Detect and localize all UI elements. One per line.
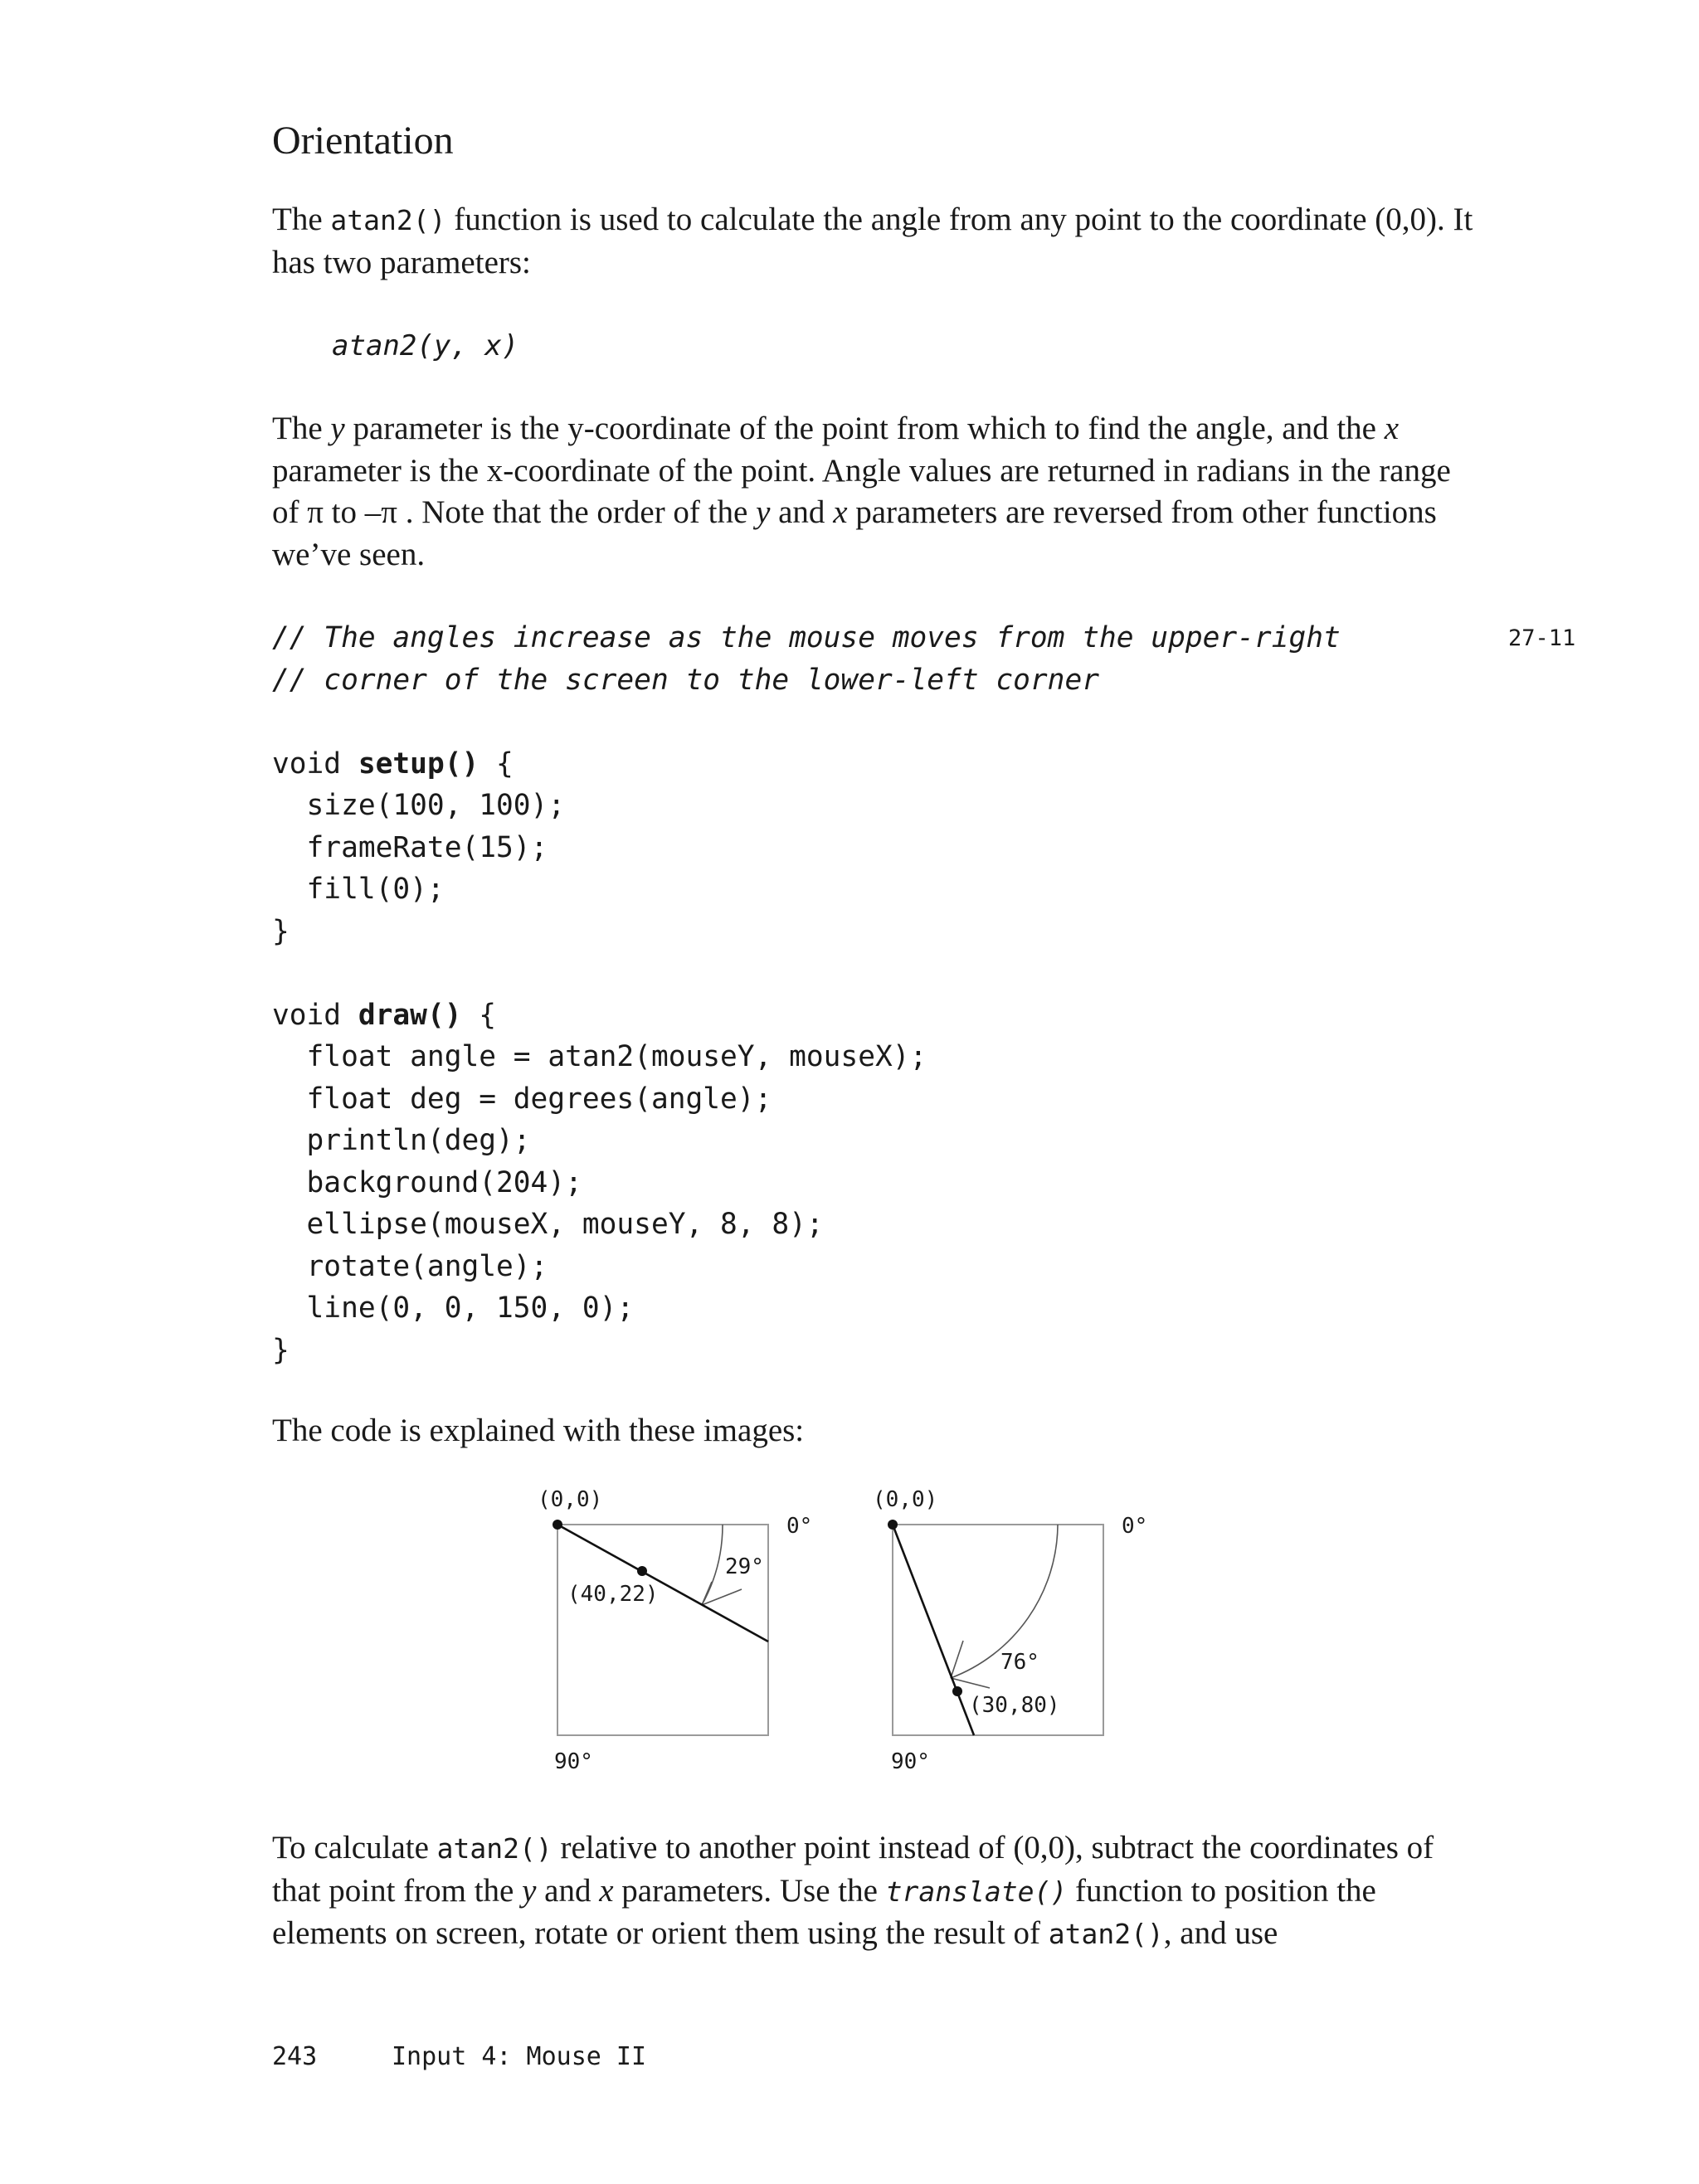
- code-line: float angle = atan2(mouseY, mouseX);: [272, 1040, 927, 1073]
- origin-point: [888, 1520, 898, 1530]
- code-line: rotate(angle);: [272, 1249, 548, 1283]
- origin-label: (0,0): [873, 1487, 938, 1512]
- angle-diagram-2: [873, 1487, 1147, 1774]
- function-signature: atan2(y, x): [332, 329, 519, 362]
- rotation-arc: [702, 1525, 723, 1605]
- angle-label: 76°: [1000, 1650, 1039, 1675]
- code-line: line(0, 0, 150, 0);: [272, 1291, 635, 1325]
- closing-paragraph: To calculate atan2() relative to another point instead of (0,0), subtract the coordinates of that point from the y and x parameters. Use the translate() function to position the elements on screen, rotate or orient them using the result of atan2(), and use: [272, 1830, 1434, 1951]
- intro-paragraph: The atan2() function is used to calculate the angle from any point to the coordinate (0,0). It has two parameters:: [272, 202, 1473, 280]
- chapter-title: Input 4: Mouse II: [392, 2042, 647, 2071]
- code-line: println(deg);: [272, 1124, 531, 1157]
- figure-intro-paragraph: The code is explained with these images:: [272, 1413, 805, 1448]
- origin-point: [553, 1520, 562, 1530]
- angle-diagram-1: [538, 1487, 812, 1774]
- code-setup-function: setup(): [358, 747, 480, 781]
- mouse-point-label: (30,80): [969, 1693, 1060, 1718]
- angle-line: [893, 1525, 974, 1735]
- code-line: }: [272, 914, 290, 948]
- parameter-paragraph: The y parameter is the y-coordinate of the point from which to find the angle, and the x parameter is the x-coordinate of the point. Angle values are returned in radians in the range of π to –π . Note that the order of the y and x parameters are reversed from other functions we’ve seen.: [272, 411, 1451, 572]
- ninety-degree-label: 90°: [554, 1749, 593, 1774]
- code-line: size(100, 100);: [272, 789, 566, 822]
- code-comment: // The angles increase as the mouse moves from the upper-right: [272, 621, 1341, 654]
- code-line: fill(0);: [272, 873, 445, 906]
- code-line: }: [272, 1333, 290, 1367]
- code-line: frameRate(15);: [272, 830, 548, 864]
- inline-code-atan2: atan2(): [436, 1832, 553, 1865]
- ninety-degree-label: 90°: [891, 1749, 930, 1774]
- inline-code-atan2: atan2(): [1048, 1918, 1164, 1950]
- code-line: float deg = degrees(angle);: [272, 1082, 772, 1116]
- arrowhead-line: [951, 1641, 963, 1678]
- origin-label: (0,0): [538, 1487, 603, 1512]
- zero-degree-label: 0°: [1122, 1514, 1148, 1539]
- angle-label: 29°: [725, 1554, 764, 1579]
- code-comment: // corner of the screen to the lower-left corner: [272, 663, 1099, 697]
- mouse-point: [952, 1686, 962, 1696]
- code-line: ellipse(mouseX, mouseY, 8, 8);: [272, 1208, 824, 1241]
- inline-code-atan2: atan2(): [330, 204, 446, 236]
- mouse-point: [637, 1566, 647, 1576]
- inline-code-translate: translate(): [885, 1875, 1068, 1908]
- zero-degree-label: 0°: [786, 1514, 813, 1539]
- page-number: 243: [272, 2042, 318, 2071]
- code-line: background(204);: [272, 1165, 582, 1199]
- code-draw-function: draw(): [358, 998, 462, 1032]
- section-heading: Orientation: [272, 119, 454, 163]
- example-number: 27-11: [1508, 625, 1576, 651]
- mouse-point-label: (40,22): [567, 1582, 659, 1607]
- code-line: void setup() {: [272, 747, 514, 781]
- code-line: void draw() {: [272, 998, 497, 1032]
